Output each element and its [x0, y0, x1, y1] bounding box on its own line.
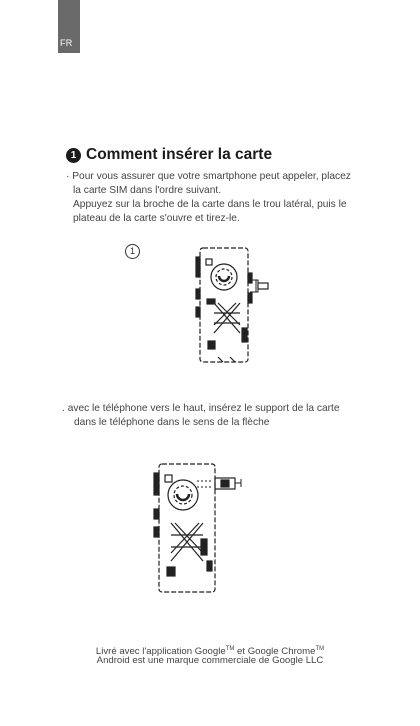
trademark-mark: TM	[315, 646, 325, 652]
intro-paragraph	[66, 170, 351, 226]
step-number-marker: 1	[125, 244, 140, 259]
section-number-badge: 1	[66, 148, 81, 163]
step2-line: . avec le téléphone vers le haut, insérez le support de la carte	[62, 403, 340, 414]
intro-line: plateau de la carte s'ouvre et tirez-le.	[73, 213, 240, 224]
section-title	[66, 146, 386, 164]
footer-trademark-line: Livré avec l'application Google™ et Google Chrome™	[95, 646, 325, 658]
intro-line: · Pour vous assurer que votre smartphone peut appeler, placez	[66, 171, 351, 182]
step2-bullet: .	[62, 403, 65, 414]
footer-android-line: Android est une marque commerciale de Google LLC	[96, 655, 324, 666]
step2-paragraph	[62, 402, 340, 430]
phone-insert-tray-illustration	[145, 461, 245, 596]
phone-sim-tray-illustration	[190, 243, 272, 368]
intro-line: Appuyez sur la broche de la carte dans le trou latéral, puis le	[73, 199, 347, 210]
language-tab	[58, 0, 80, 53]
language-tab-label: FR	[60, 38, 73, 48]
trademark-mark: TM	[225, 646, 235, 652]
step2-line: dans le téléphone dans le sens de la flèche	[74, 417, 270, 428]
intro-line: la carte SIM dans l'ordre suivant.	[73, 185, 222, 196]
intro-bullet: ·	[66, 171, 70, 182]
section-title-text: Comment insérer la carte	[86, 146, 273, 163]
